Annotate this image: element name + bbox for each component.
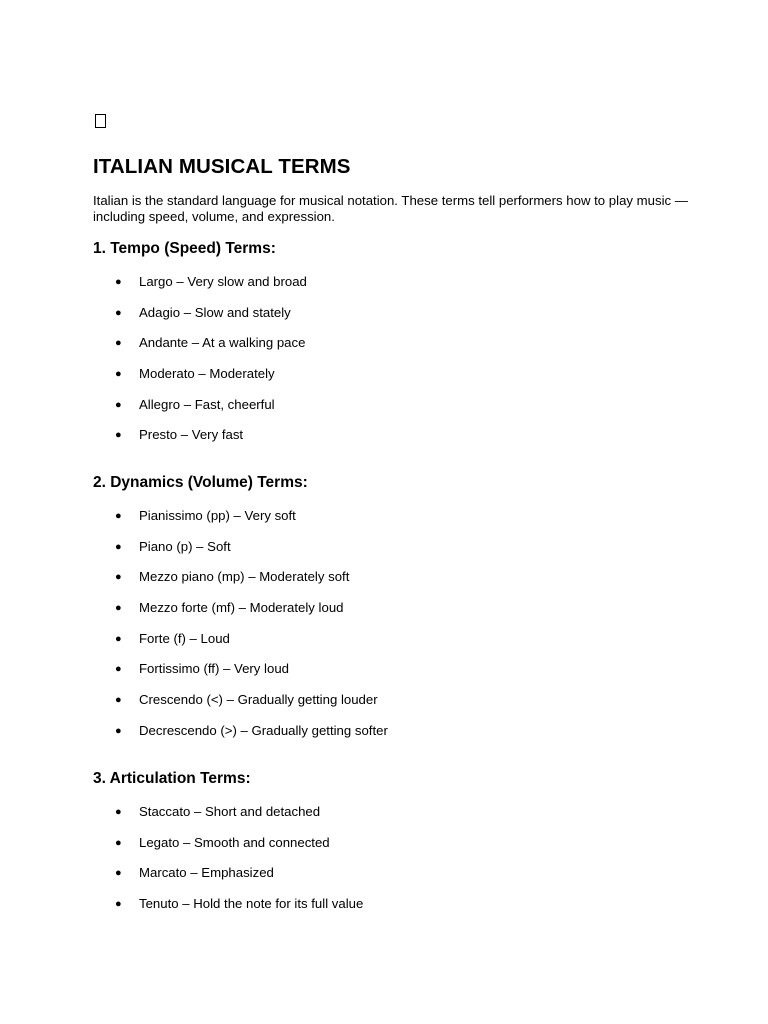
bullet-icon: ●: [115, 602, 122, 615]
bullet-icon: ●: [115, 806, 122, 818]
list-item-text: Forte (f) – Loud: [139, 630, 230, 646]
bullet-icon: ●: [115, 276, 122, 288]
bullet-icon: ●: [115, 724, 122, 737]
section-heading-tempo: 1. Tempo (Speed) Terms:: [93, 240, 276, 257]
list-item-text: Staccato – Short and detached: [139, 804, 321, 819]
list-item-text: Presto – Very fast: [139, 427, 244, 443]
list-item-text: Mezzo forte (mf) – Moderately loud: [139, 600, 344, 616]
list-item-text: Fortissimo (ff) – Very loud: [139, 661, 289, 677]
section-heading-dynamics: 2. Dynamics (Volume) Terms:: [93, 474, 308, 491]
bullet-icon: ●: [115, 540, 122, 553]
bullet-icon: ●: [115, 368, 122, 381]
list-item-text: Legato – Smooth and connected: [139, 834, 330, 850]
list-item-text: Andante – At a walking pace: [139, 335, 306, 351]
list-item-text: Pianissimo (pp) – Very soft: [139, 508, 296, 523]
list-item-text: Mezzo piano (mp) – Moderately soft: [139, 569, 350, 585]
list-item-text: Moderato – Moderately: [139, 366, 275, 382]
bullet-icon: ●: [115, 337, 122, 350]
section-heading-articulation: 3. Articulation Terms:: [93, 770, 251, 787]
list-item-text: Crescendo (<) – Gradually getting louder: [139, 692, 378, 708]
bullet-icon: ●: [115, 836, 122, 849]
bullet-icon: ●: [115, 898, 122, 911]
intro-paragraph: Italian is the standard language for musical notation. These terms tell performers how to play music — including speed, volume, and expression.: [93, 193, 688, 224]
list-item-text: Piano (p) – Soft: [139, 538, 231, 554]
bullet-icon: ●: [115, 694, 122, 707]
missing-glyph-box-icon: [95, 114, 106, 128]
bullet-icon: ●: [115, 663, 122, 676]
list-item-text: Adagio – Slow and stately: [139, 304, 291, 320]
bullet-icon: ●: [115, 571, 122, 584]
list-item-text: Largo – Very slow and broad: [139, 274, 307, 289]
page-title: ITALIAN MUSICAL TERMS: [93, 155, 351, 178]
bullet-icon: ●: [115, 632, 122, 645]
list-item-text: Allegro – Fast, cheerful: [139, 396, 275, 412]
bullet-icon: ●: [115, 429, 122, 442]
list-item-text: Decrescendo (>) – Gradually getting softer: [139, 722, 388, 738]
bullet-icon: ●: [115, 510, 122, 522]
bullet-icon: ●: [115, 398, 122, 411]
bullet-icon: ●: [115, 306, 122, 319]
list-item-text: Marcato – Emphasized: [139, 865, 274, 881]
list-item-text: Tenuto – Hold the note for its full value: [139, 896, 364, 912]
bullet-icon: ●: [115, 867, 122, 880]
